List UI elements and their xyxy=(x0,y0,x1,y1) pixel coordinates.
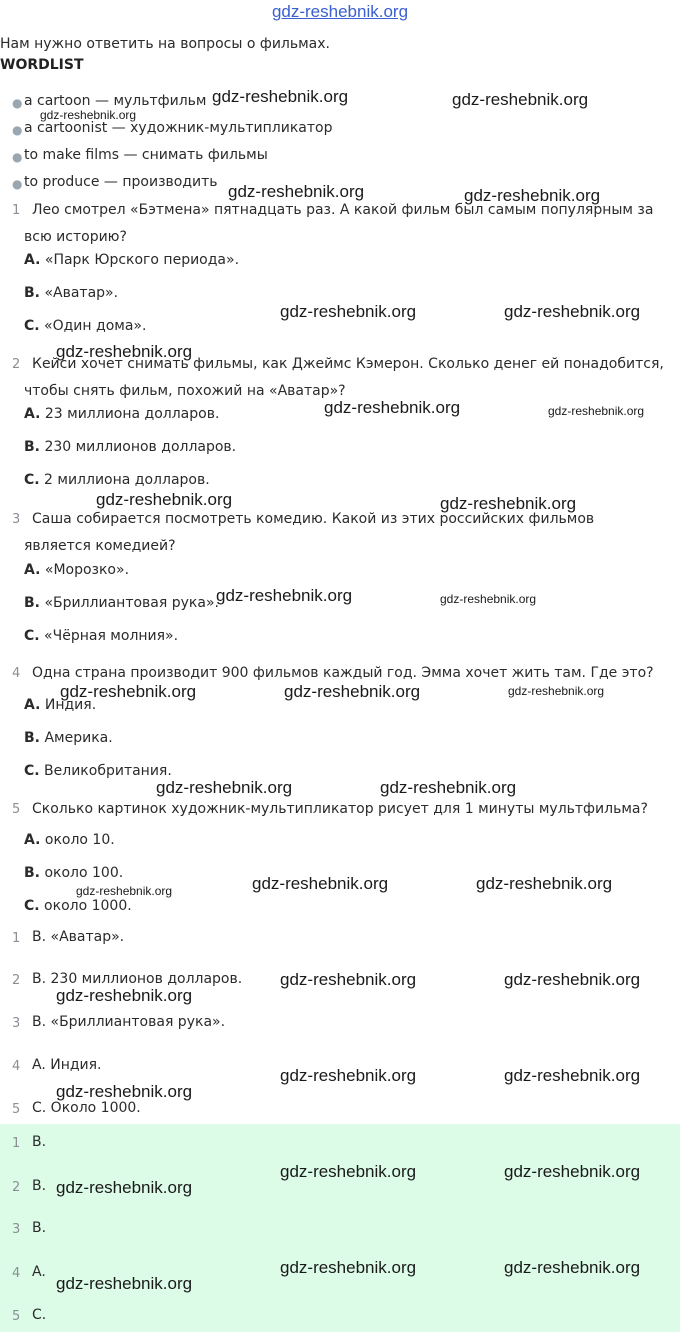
option-text: 230 миллионов долларов. xyxy=(40,439,237,455)
wordlist-item: to make films — снимать фильмы xyxy=(24,147,268,163)
watermark: gdz-reshebnik.org xyxy=(76,884,173,898)
question-text: Одна страна производит 900 фильмов каждый год. Эмма хочет жить там. Где это? xyxy=(32,665,654,681)
option-text: около 100. xyxy=(40,865,124,881)
watermark: gdz-reshebnik.org xyxy=(452,90,589,109)
watermark: gdz-reshebnik.org xyxy=(56,1082,193,1101)
question-number: 1 xyxy=(12,203,21,218)
watermark: gdz-reshebnik.org xyxy=(440,592,537,606)
option xyxy=(24,763,172,779)
option-letter: A. xyxy=(24,697,41,713)
watermark: gdz-reshebnik.org xyxy=(284,682,421,701)
option xyxy=(24,252,239,268)
option xyxy=(24,439,236,455)
option-text: «Аватар». xyxy=(40,285,119,301)
option-letter: B. xyxy=(24,595,40,611)
option-text: 2 миллиона долларов. xyxy=(39,472,210,488)
question-number: 2 xyxy=(12,357,21,372)
answer-text: B. 230 миллионов долларов. xyxy=(32,971,243,987)
option xyxy=(24,562,129,578)
answer-text: C. xyxy=(32,1307,47,1323)
option-letter: B. xyxy=(24,865,40,881)
option-text: «Один дома». xyxy=(39,318,147,334)
answer-number: 5 xyxy=(12,1102,21,1117)
site-link[interactable]: gdz-reshebnik.org xyxy=(271,2,409,21)
watermark: gdz-reshebnik.org xyxy=(252,874,389,893)
option xyxy=(24,832,115,848)
watermark: gdz-reshebnik.org xyxy=(548,404,645,418)
option-letter: A. xyxy=(24,406,41,422)
watermark: gdz-reshebnik.org xyxy=(280,1162,417,1181)
answer-text: B. xyxy=(32,1178,47,1194)
answer-text: B. xyxy=(32,1134,47,1150)
option xyxy=(24,595,219,611)
answer-text: B. «Бриллиантовая рука». xyxy=(32,1014,226,1030)
option-letter: A. xyxy=(24,252,41,268)
bullet-icon: ● xyxy=(12,150,23,164)
watermark: gdz-reshebnik.org xyxy=(56,342,193,361)
option xyxy=(24,865,123,881)
watermark: gdz-reshebnik.org xyxy=(216,586,353,605)
option-text: 23 миллиона долларов. xyxy=(40,406,220,422)
watermark: gdz-reshebnik.org xyxy=(56,1274,193,1293)
wordlist-title: WORDLIST xyxy=(0,57,84,73)
watermark: gdz-reshebnik.org xyxy=(380,778,517,797)
watermark: gdz-reshebnik.org xyxy=(504,1066,641,1085)
option xyxy=(24,898,132,914)
answer-text: B. «Аватар». xyxy=(32,929,125,945)
answer-text: A. xyxy=(32,1264,46,1280)
wordlist-item: a cartoon — мультфильм xyxy=(24,93,207,109)
option-text: «Чёрная молния». xyxy=(39,628,179,644)
watermark: gdz-reshebnik.org xyxy=(156,778,293,797)
option-letter: C. xyxy=(24,318,40,334)
watermark: gdz-reshebnik.org xyxy=(504,1162,641,1181)
answer-number: 2 xyxy=(12,1180,21,1195)
option-text: Америка. xyxy=(40,730,113,746)
option-text: «Парк Юрского периода». xyxy=(40,252,240,268)
option-letter: A. xyxy=(24,562,41,578)
answer-text: A. Индия. xyxy=(32,1057,102,1073)
watermark: gdz-reshebnik.org xyxy=(280,1066,417,1085)
option-letter: C. xyxy=(24,898,40,914)
option-letter: A. xyxy=(24,832,41,848)
short-answers-panel xyxy=(0,1124,680,1332)
option-text: Индия. xyxy=(40,697,97,713)
answer-number: 4 xyxy=(12,1059,21,1074)
answer-number: 1 xyxy=(12,1136,21,1151)
option-letter: B. xyxy=(24,730,40,746)
watermark: gdz-reshebnik.org xyxy=(324,398,461,417)
question-text: Сколько картинок художник-мультипликатор рисует для 1 минуты мультфильма? xyxy=(32,801,648,817)
watermark: gdz-reshebnik.org xyxy=(464,186,601,205)
answer-number: 1 xyxy=(12,931,21,946)
watermark: gdz-reshebnik.org xyxy=(504,302,641,321)
answer-number: 3 xyxy=(12,1222,21,1237)
bullet-icon: ● xyxy=(12,123,23,137)
answer-text: C. Около 1000. xyxy=(32,1100,141,1116)
wordlist-item: a cartoonist — художник-мультипликатор xyxy=(24,120,333,136)
question-text: Лео смотрел «Бэтмена» пятнадцать раз. А какой фильм был самым популярным за всю историю? xyxy=(24,202,654,245)
option-text: «Морозко». xyxy=(40,562,130,578)
watermark: gdz-reshebnik.org xyxy=(476,874,613,893)
watermark: gdz-reshebnik.org xyxy=(228,182,365,201)
watermark: gdz-reshebnik.org xyxy=(504,970,641,989)
option xyxy=(24,730,113,746)
answer-text: B. xyxy=(32,1220,47,1236)
bullet-icon: ● xyxy=(12,177,23,191)
watermark: gdz-reshebnik.org xyxy=(212,87,349,106)
option-letter: B. xyxy=(24,439,40,455)
option-text: около 10. xyxy=(40,832,115,848)
intro-text: Нам нужно ответить на вопросы о фильмах. xyxy=(0,36,330,52)
watermark: gdz-reshebnik.org xyxy=(96,490,233,509)
answer-number: 2 xyxy=(12,973,21,988)
option-text: «Бриллиантовая рука». xyxy=(40,595,219,611)
option-text: около 1000. xyxy=(39,898,132,914)
wordlist-item: to produce — производить xyxy=(24,174,218,190)
option-letter: C. xyxy=(24,472,40,488)
option-letter: C. xyxy=(24,628,40,644)
option xyxy=(24,406,219,422)
watermark: gdz-reshebnik.org xyxy=(60,682,197,701)
question-text: Кейси хочет снимать фильмы, как Джеймс Кэмерон. Сколько денег ей понадобится, чтобы снять фильм, похожий на «Аватар»? xyxy=(24,356,664,399)
option xyxy=(24,285,118,301)
watermark: gdz-reshebnik.org xyxy=(280,1258,417,1277)
watermark: gdz-reshebnik.org xyxy=(440,494,577,513)
watermark: gdz-reshebnik.org xyxy=(40,108,137,122)
option xyxy=(24,472,210,488)
option-text: Великобритания. xyxy=(39,763,172,779)
answer-number: 4 xyxy=(12,1266,21,1281)
answer-number: 3 xyxy=(12,1016,21,1031)
question-text: Саша собирается посмотреть комедию. Какой из этих российских фильмов является комедией? xyxy=(24,511,595,554)
option-letter: B. xyxy=(24,285,40,301)
watermark: gdz-reshebnik.org xyxy=(280,970,417,989)
question-number: 4 xyxy=(12,666,21,681)
watermark: gdz-reshebnik.org xyxy=(56,986,193,1005)
option xyxy=(24,318,146,334)
answer-number: 5 xyxy=(12,1309,21,1324)
bullet-icon: ● xyxy=(12,96,23,110)
watermark: gdz-reshebnik.org xyxy=(280,302,417,321)
watermark: gdz-reshebnik.org xyxy=(504,1258,641,1277)
watermark: gdz-reshebnik.org xyxy=(56,1178,193,1197)
option xyxy=(24,628,178,644)
question-number: 5 xyxy=(12,802,21,817)
watermark: gdz-reshebnik.org xyxy=(508,684,605,698)
question-number: 3 xyxy=(12,512,21,527)
option-letter: C. xyxy=(24,763,40,779)
